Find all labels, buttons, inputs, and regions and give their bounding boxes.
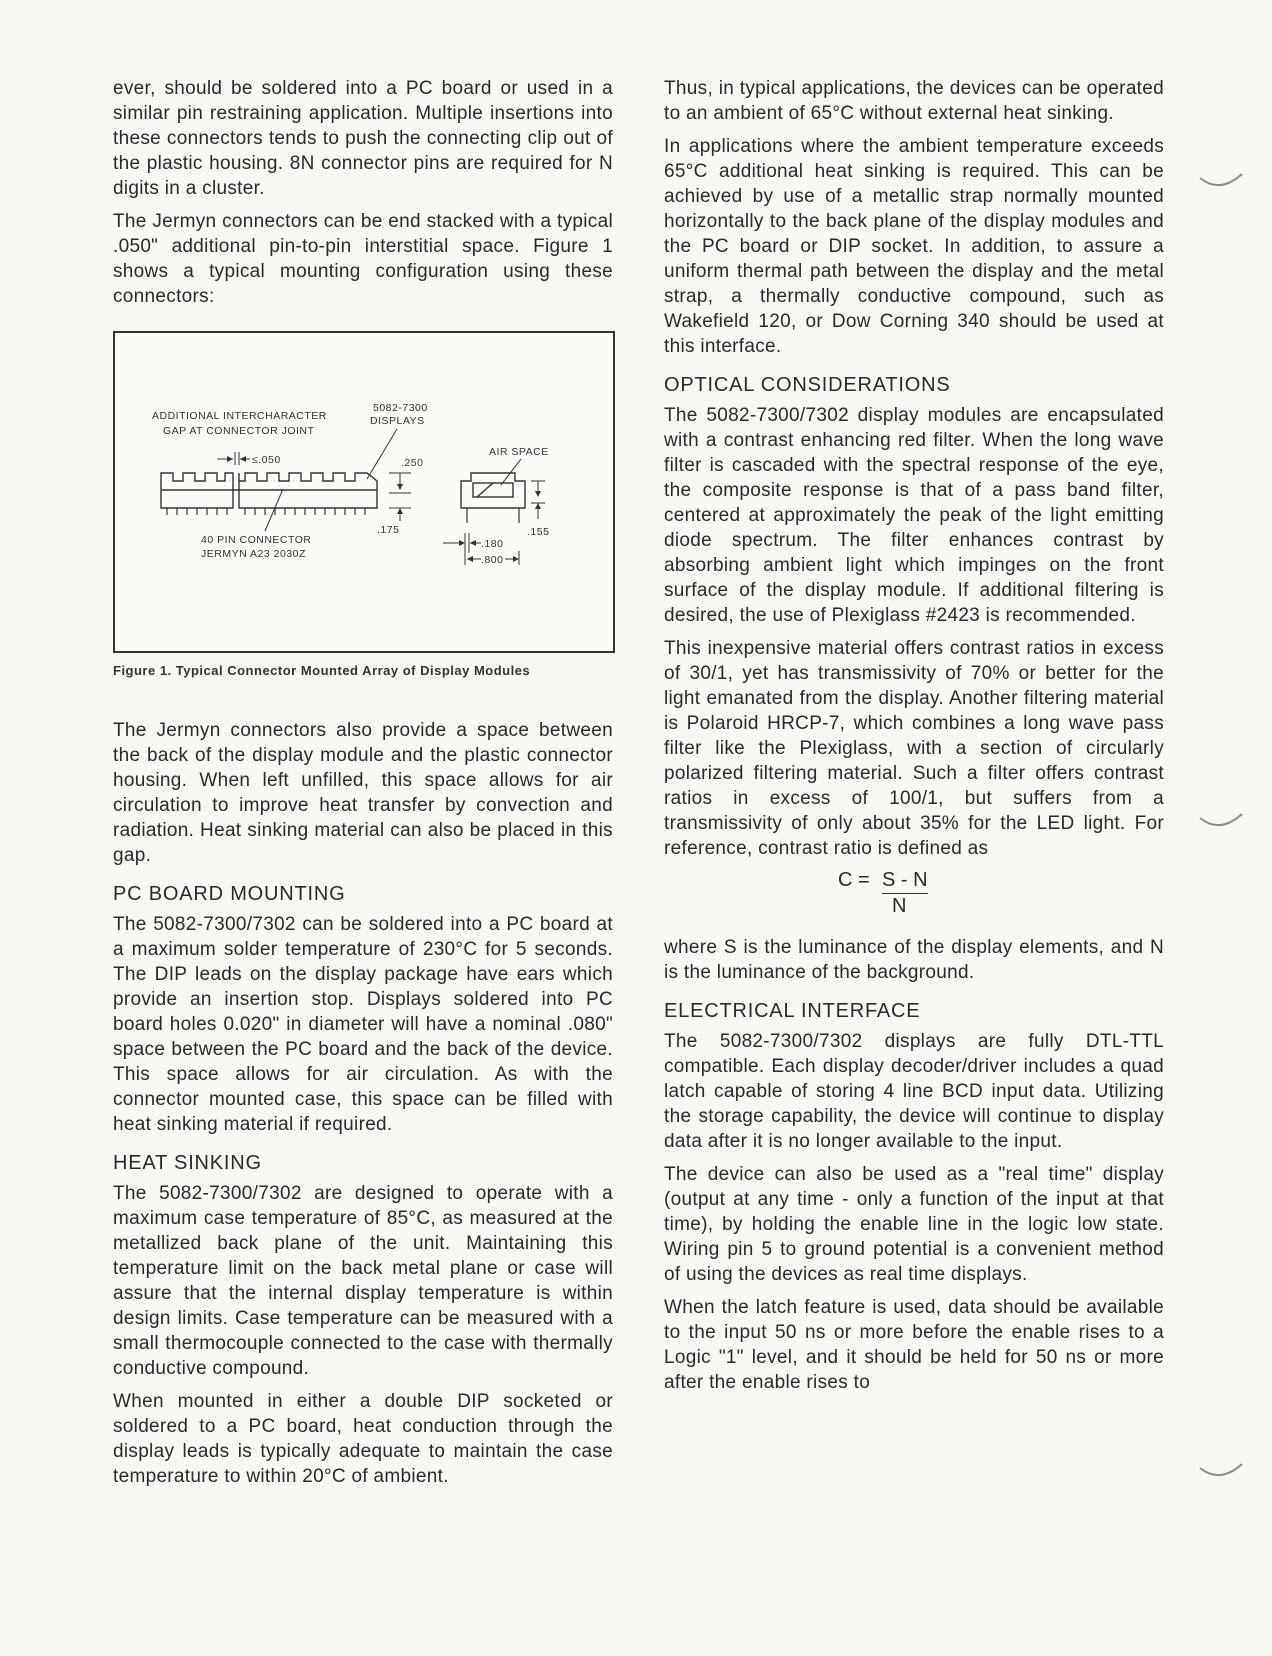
right-column [664,76,1164,1403]
label-conn-2: JERMYN A23 2030Z [201,548,306,560]
equation-lhs: C = [838,869,870,891]
paragraph: The 5082-7300/7302 displays are fully DTL-TTL compatible. Each display decoder/driver includes a quad latch capable of storing 4 line BCD input data. Utilizing the storage capability, the device will continue to display data after it is no longer available to the input. [664,1031,1164,1152]
heading-electrical: ELECTRICAL INTERFACE [664,1000,921,1022]
paragraph: When the latch feature is used, data should be available to the input 50 ns or more before the enable rises to a Logic "1" level, and it should be held for 50 ns or more after the enable rises to [664,1297,1164,1393]
dim-800: .800 [481,554,504,566]
punch-hole-mark [1196,808,1246,848]
connector-diagram [115,333,613,651]
paragraph: When mounted in either a double DIP socketed or soldered to a PC board, heat conduction through the display leads is typically adequate to maintain the case temperature to within 20°C of ambient. [113,1391,613,1487]
paragraph: ever, should be soldered into a PC board or used in a similar pin restraining application. Multiple insertions into these connectors tends to push the connecting clip out of the plastic housing. 8N connector pins are required for N digits in a cluster. [113,78,613,199]
paragraph: In applications where the ambient temperature exceeds 65°C additional heat sinking is required. This can be achieved by use of a metallic strap normally mounted horizontally to the back plane of the display modules and the PC board or DIP socket. In addition, to assure a uniform thermal path between the display and the metal strap, a thermally conductive compound, such as Wakefield 120, or Dow Corning 340 should be used at this interface. [664,136,1164,357]
label-part: 5082-7300 [373,402,428,414]
left-column [113,76,613,1497]
label-part-2: DISPLAYS [370,415,425,427]
figure-caption: Figure 1. Typical Connector Mounted Array of Display Modules [113,663,531,678]
label-air: AIR SPACE [489,446,549,458]
heading-pc-board: PC BOARD MOUNTING [113,883,346,905]
paragraph: The Jermyn connectors also provide a space between the back of the display module and the plastic connector housing. When left unfilled, this space allows for air circulation to improve heat transfer by convection and radiation. Heat sinking material can also be placed in this gap. [113,720,613,866]
label-gap-2: GAP AT CONNECTOR JOINT [163,425,315,437]
punch-hole-mark [1196,168,1246,208]
dim-180: .180 [481,538,504,550]
punch-hole-mark [1196,1458,1246,1498]
paragraph: where S is the luminance of the display elements, and N is the luminance of the background. [664,937,1164,983]
paragraph: The device can also be used as a "real time" display (output at any time - only a function of the input at that time), by holding the enable line in the logic low state. Wiring pin 5 to ground potential is a convenient method of using the devices as real time displays. [664,1164,1164,1285]
heading-heat-sinking: HEAT SINKING [113,1152,262,1174]
dim-155: .155 [527,526,550,538]
dim-250: .250 [401,457,424,469]
equation-numerator: S - N [882,869,928,894]
paragraph: This inexpensive material offers contrast ratios in excess of 30/1, yet has transmissivity of 70% or better for the light emanated from the display. Another filtering material is Polaroid HRCP-7, which combines a long wave pass filter like the Plexiglass, with a section of circularly polarized filtering material. Such a filter offers contrast ratios in excess of 100/1, but suffers from a transmissivity of only about 35% for the LED light. For reference, contrast ratio is defined as [664,638,1164,859]
paragraph: The 5082-7300/7302 can be soldered into a PC board at a maximum solder temperature of 230°C for 5 seconds. The DIP leads on the display package have ears which provide an insertion stop. Displays soldered into PC board holes 0.020" in diameter will have a nominal .080" space between the PC board and the back of the device. This space allows for air circulation. As with the connector mounted case, this space can be filled with heat sinking material if required. [113,914,613,1135]
equation-denominator: N [892,895,907,917]
label-gap: ADDITIONAL INTERCHARACTER [152,410,327,422]
figure-1 [113,331,615,653]
dim-175: .175 [377,524,400,536]
dim-050: ≤.050 [252,454,281,466]
paragraph: The 5082-7300/7302 are designed to operate with a maximum case temperature of 85°C, as measured at the metallized back plane of the unit. Maintaining this temperature limit on the back metal plane or case will assure that the internal display temperature is within design limits. Case temperature can be measured with a small thermocouple connected to the case with thermally conductive compound. [113,1183,613,1379]
heading-optical: OPTICAL CONSIDERATIONS [664,374,951,396]
label-conn: 40 PIN CONNECTOR [201,534,312,546]
paragraph: The Jermyn connectors can be end stacked with a typical .050" additional pin-to-pin interstitial space. Figure 1 shows a typical mounting configuration using these connectors: [113,211,613,307]
paragraph: Thus, in typical applications, the devices can be operated to an ambient of 65°C without external heat sinking. [664,78,1164,124]
paragraph: The 5082-7300/7302 display modules are encapsulated with a contrast enhancing red filter. When the long wave filter is cascaded with the spectral response of the eye, the composite response is that of a pass band filter, centered at approximately the peak of the light emitting diode spectrum. The filter enhances contrast by absorbing ambient light which impinges on the front surface of the display module. If additional filtering is desired, the use of Plexiglass #2423 is recommended. [664,405,1164,626]
contrast-equation [664,869,1164,921]
